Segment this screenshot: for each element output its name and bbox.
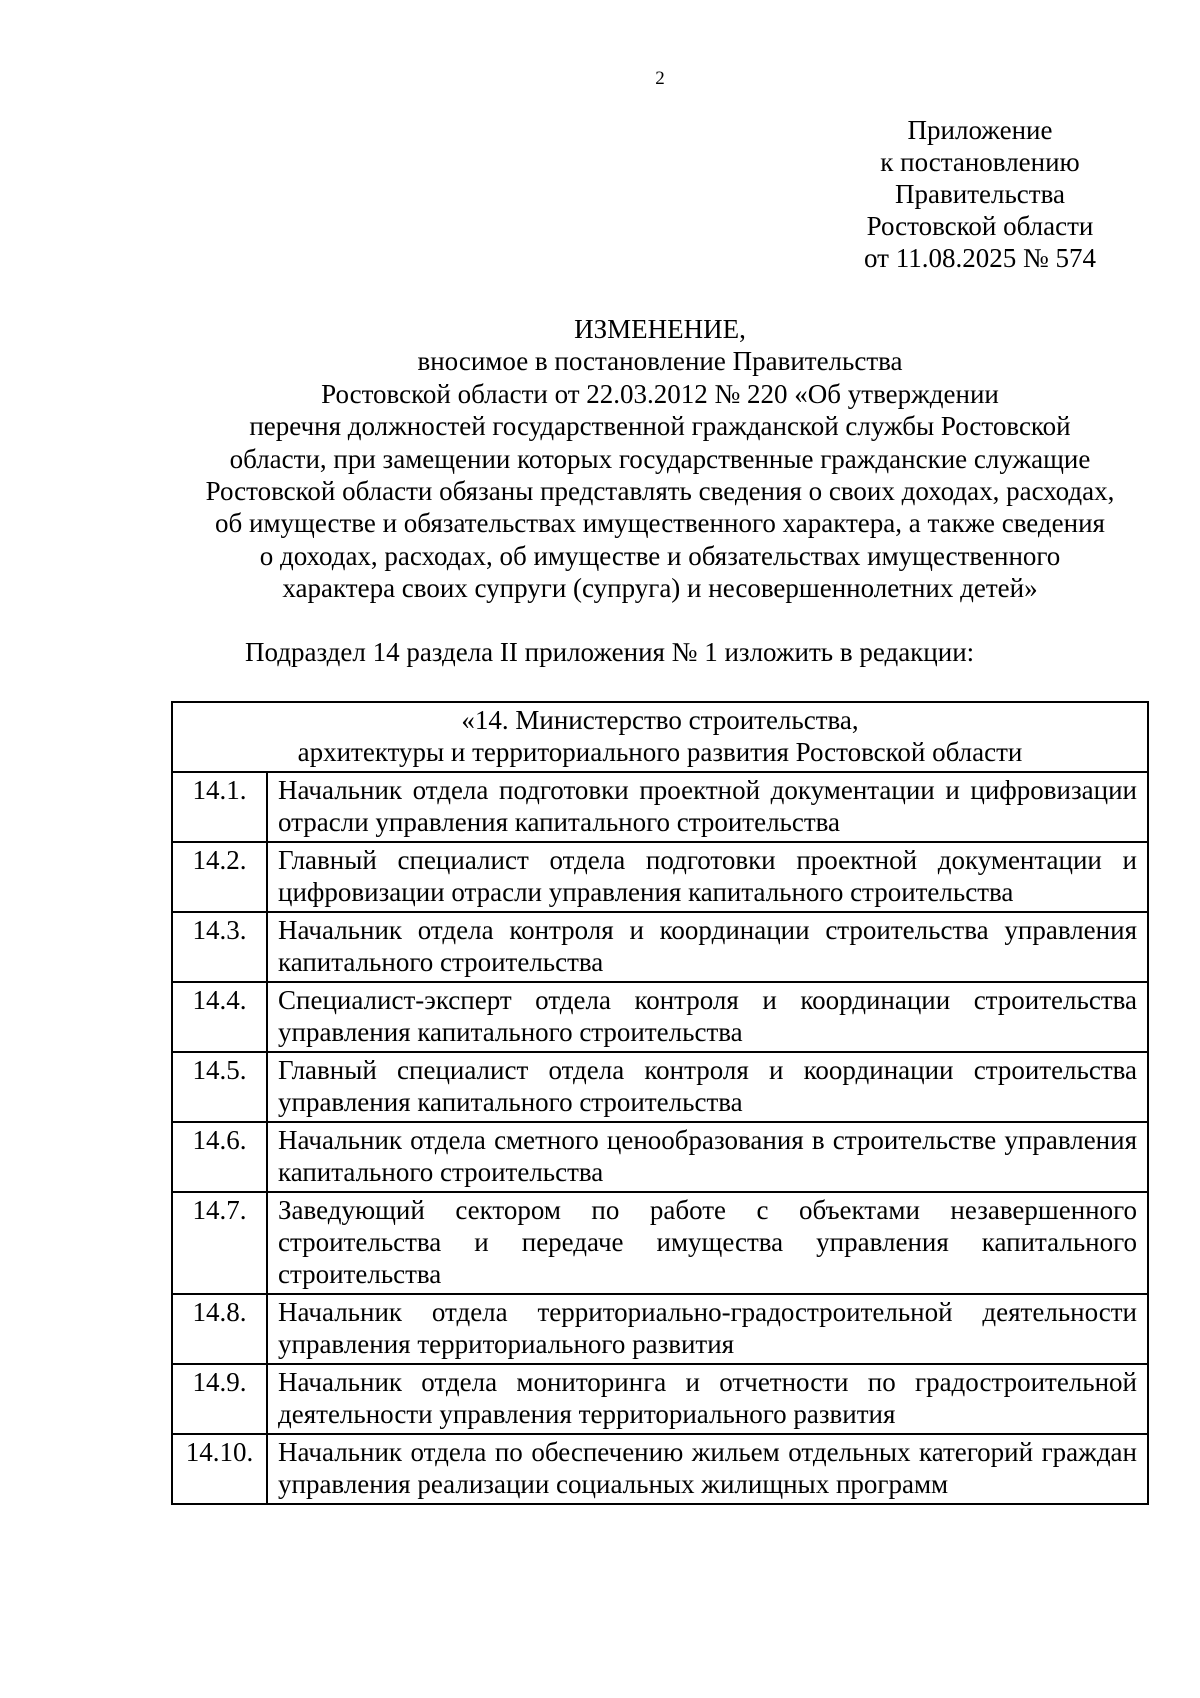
appendix-line: Правительства [895,179,1065,209]
row-number: 14.9. [172,1364,267,1434]
table-row [172,1364,1148,1434]
ministry-title-line: архитектуры и территориального развития Ростовской области [297,737,1023,767]
title-line: перечня должностей государственной гражданской службы Ростовской [249,411,1071,442]
row-text: Специалист-эксперт отдела контроля и координации строительства управления капитального строительства [267,982,1148,1052]
page-number: 2 [655,68,665,89]
row-number: 14.8. [172,1294,267,1364]
appendix-line: Приложение [907,115,1053,145]
table-row [172,772,1148,842]
table-row [172,1192,1148,1294]
table-row [172,842,1148,912]
ministry-title-line: «14. Министерство строительства, [461,705,859,735]
row-number: 14.10. [172,1434,267,1504]
row-text: Начальник отдела территориально-градостроительной деятельности управления территориального развития [267,1294,1148,1364]
positions-table [171,701,1149,1505]
title-line: о доходах, расходах, об имуществе и обязательствах имущественного [259,540,1061,571]
title-line: области, при замещении которых государственные гражданские служащие [229,443,1091,474]
appendix-line: от 11.08.2025 № 574 [864,243,1096,273]
row-number: 14.7. [172,1192,267,1294]
row-number: 14.6. [172,1122,267,1192]
table-row [172,1294,1148,1364]
document-title [140,313,1180,605]
title-line: Ростовской области обязаны представлять сведения о своих доходах, расходах, [205,476,1115,507]
row-text: Начальник отдела контроля и координации строительства управления капитального строительства [267,912,1148,982]
table-row [172,1122,1148,1192]
appendix-line: Ростовской области [866,211,1094,241]
appendix-line: к постановлению [880,147,1080,177]
title-line: характера своих супруги (супруга) и несовершеннолетних детей» [282,573,1038,604]
row-text: Начальник отдела по обеспечению жильем отдельных категорий граждан управления реализации социальных жилищных программ [267,1434,1148,1504]
title-line: Ростовской области от 22.03.2012 № 220 «Об утверждении [321,378,999,409]
row-number: 14.5. [172,1052,267,1122]
row-text: Главный специалист отдела контроля и координации строительства управления капитального строительства [267,1052,1148,1122]
row-text: Заведующий сектором по работе с объектами незавершенного строительства и передаче имущества управления капитального строительства [267,1192,1148,1294]
appendix-block [820,114,1140,274]
row-number: 14.4. [172,982,267,1052]
row-number: 14.3. [172,912,267,982]
table-row [172,1052,1148,1122]
title-heading: ИЗМЕНЕНИЕ, [574,314,746,344]
row-text: Начальник отдела сметного ценообразования в строительстве управления капитального строительства [267,1122,1148,1192]
row-text: Начальник отдела подготовки проектной документации и цифровизации отрасли управления капитального строительства [267,772,1148,842]
row-number: 14.2. [172,842,267,912]
table-row [172,912,1148,982]
title-line: вносимое в постановление Правительства [417,346,903,377]
row-text: Начальник отдела мониторинга и отчетности по градостроительной деятельности управления территориального развития [267,1364,1148,1434]
table-row [172,982,1148,1052]
table-header-row [172,702,1148,772]
title-line: об имуществе и обязательствах имущественного характера, а также сведения [215,508,1105,539]
table-row [172,1434,1148,1504]
row-text: Главный специалист отдела подготовки проектной документации и цифровизации отрасли управления капитального строительства [267,842,1148,912]
row-number: 14.1. [172,772,267,842]
intro-paragraph: Подраздел 14 раздела II приложения № 1 изложить в редакции: [245,637,975,667]
ministry-title [172,702,1148,772]
